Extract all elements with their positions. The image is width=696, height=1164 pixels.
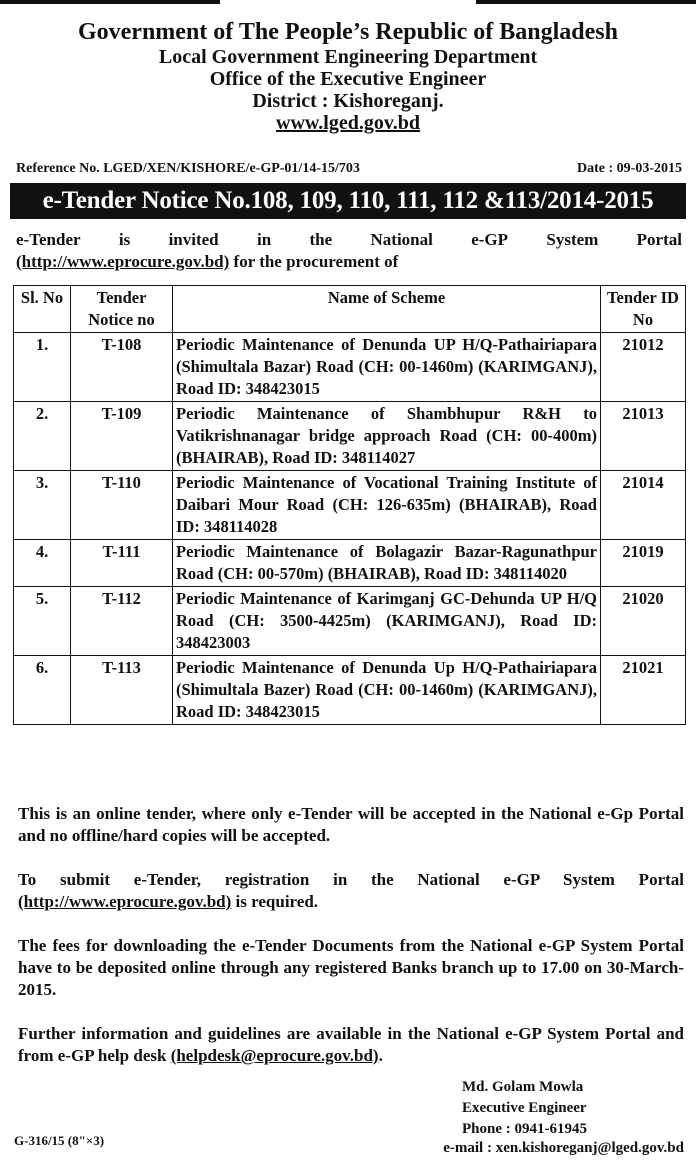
col-header-sl: Sl. No [14,286,71,333]
government-title: Government of The People’s Republic of Bangladesh [77,19,618,45]
cell-id: 21013 [601,402,686,471]
cell-scheme: Periodic Maintenance of Denunda Up H/Q-Pathairiapara (Shimultala Bazer) Road (CH: 00-1460m) (KARIMGANJ), Road ID: 348423015 [173,656,601,725]
tender-table [13,285,686,725]
intro-word: is [118,230,131,249]
top-rule-left [0,0,220,4]
cell-scheme: Periodic Maintenance of Denunda UP H/Q-Pathairiapara (Shimultala Bazar) Road (CH: 00-1460m) (KARIMGANJ), Road ID: 348423015 [173,333,601,402]
cell-id: 21019 [601,540,686,587]
col-header-id: Tender ID No [601,286,686,333]
website-link[interactable]: www.lged.gov.bd [276,112,420,134]
table-row [14,471,686,540]
intro-word: invited [168,230,219,249]
cell-id: 21014 [601,471,686,540]
cell-sl: 5. [14,587,71,656]
paragraph-text: To submit e-Tender, registration in the National e-GP System Portal [18,870,684,889]
department-title: Local Government Engineering Department [158,46,538,68]
cell-id: 21012 [601,333,686,402]
cell-sl: 2. [14,402,71,471]
cell-sl: 3. [14,471,71,540]
intro-word: e-Tender [16,230,81,249]
paragraph-registration [18,869,684,913]
signature-block [462,1077,587,1140]
table-row [14,587,686,656]
top-rule-right [476,0,696,4]
paragraph-text: is required. [231,892,319,911]
cell-scheme: Periodic Maintenance of Vocational Training Institute of Daibari Mour Road (CH: 126-635m) (BHAIRAB), Road ID: 348114028 [173,471,601,540]
intro-word: the [309,230,333,249]
intro-word: Portal [636,230,682,249]
cell-scheme: Periodic Maintenance of Bolagazir Bazar-Ragunathpur Road (CH: 00-570m) (BHAIRAB), Road ID: 348114020 [173,540,601,587]
cell-notice: T-112 [71,587,173,656]
helpdesk-email-link[interactable]: (helpdesk@eprocure.gov.bd) [170,1046,379,1065]
signatory-title: Executive Engineer [462,1100,587,1116]
col-header-notice: Tender Notice no [71,286,173,333]
signatory-name: Md. Golam Mowla [462,1079,584,1095]
notice-date: Date : 09-03-2015 [577,161,682,176]
cell-sl: 4. [14,540,71,587]
cell-notice: T-109 [71,402,173,471]
cell-notice: T-110 [71,471,173,540]
paragraph-text: Further information and guidelines are available in the National e-GP System Portal and from e-GP help desk [18,1024,684,1065]
table-row [14,540,686,587]
cell-notice: T-113 [71,656,173,725]
cell-id: 21021 [601,656,686,725]
intro-line-2 [16,251,682,273]
table-row [14,656,686,725]
col-header-scheme: Name of Scheme [173,286,601,333]
reference-line [16,161,682,177]
intro-text [16,229,682,273]
intro-word: System [546,230,599,249]
ad-code: G-316/15 (8"×3) [14,1133,105,1148]
paragraph-fees: The fees for downloading the e-Tender Documents from the National e-GP System Portal have to be deposited online through any registered Banks branch up to 17.00 on 30-March-2015. [18,936,684,999]
cell-scheme: Periodic Maintenance of Karimganj GC-Dehunda UP H/Q Road (CH: 3500-4425m) (KARIMGANJ), Road ID: 348423003 [173,587,601,656]
district-title: District : Kishoreganj. [252,90,444,112]
office-title: Office of the Executive Engineer [209,68,487,90]
table-row [14,402,686,471]
table-header-row [14,286,686,333]
eprocure-link[interactable]: (http://www.eprocure.gov.bd) [16,252,230,271]
intro-word: National [370,230,433,249]
notice-banner: e-Tender Notice No.108, 109, 110, 111, 112 &113/2014-2015 [10,183,686,219]
cell-notice: T-111 [71,540,173,587]
intro-rest: for the procurement of [229,252,399,271]
signatory-email: e-mail : xen.kishoreganj@lged.gov.bd [443,1140,684,1156]
letterhead [0,18,696,134]
paragraph-online-tender: This is an online tender, where only e-Tender will be accepted in the National e-Gp Portal and no offline/hard copies will be accepted. [18,804,684,845]
table-row [14,333,686,402]
cell-sl: 6. [14,656,71,725]
paragraph-text: . [378,1046,383,1065]
paragraph-helpdesk [18,1023,684,1067]
intro-word: e-GP [471,230,509,249]
intro-word: in [256,230,272,249]
signatory-phone: Phone : 0941-61945 [462,1121,587,1137]
cell-scheme: Periodic Maintenance of Shambhupur R&H to Vatikrishnanagar bridge approach Road (CH: 00-400m) (BHAIRAB), Road ID: 348114027 [173,402,601,471]
cell-notice: T-108 [71,333,173,402]
cell-sl: 1. [14,333,71,402]
cell-id: 21020 [601,587,686,656]
notice-body [18,803,684,1089]
eprocure-link[interactable]: (http://www.eprocure.gov.bd) [18,892,232,911]
intro-line-1 [16,229,682,251]
reference-number: Reference No. LGED/XEN/KISHORE/e-GP-01/14-15/703 [16,161,360,176]
